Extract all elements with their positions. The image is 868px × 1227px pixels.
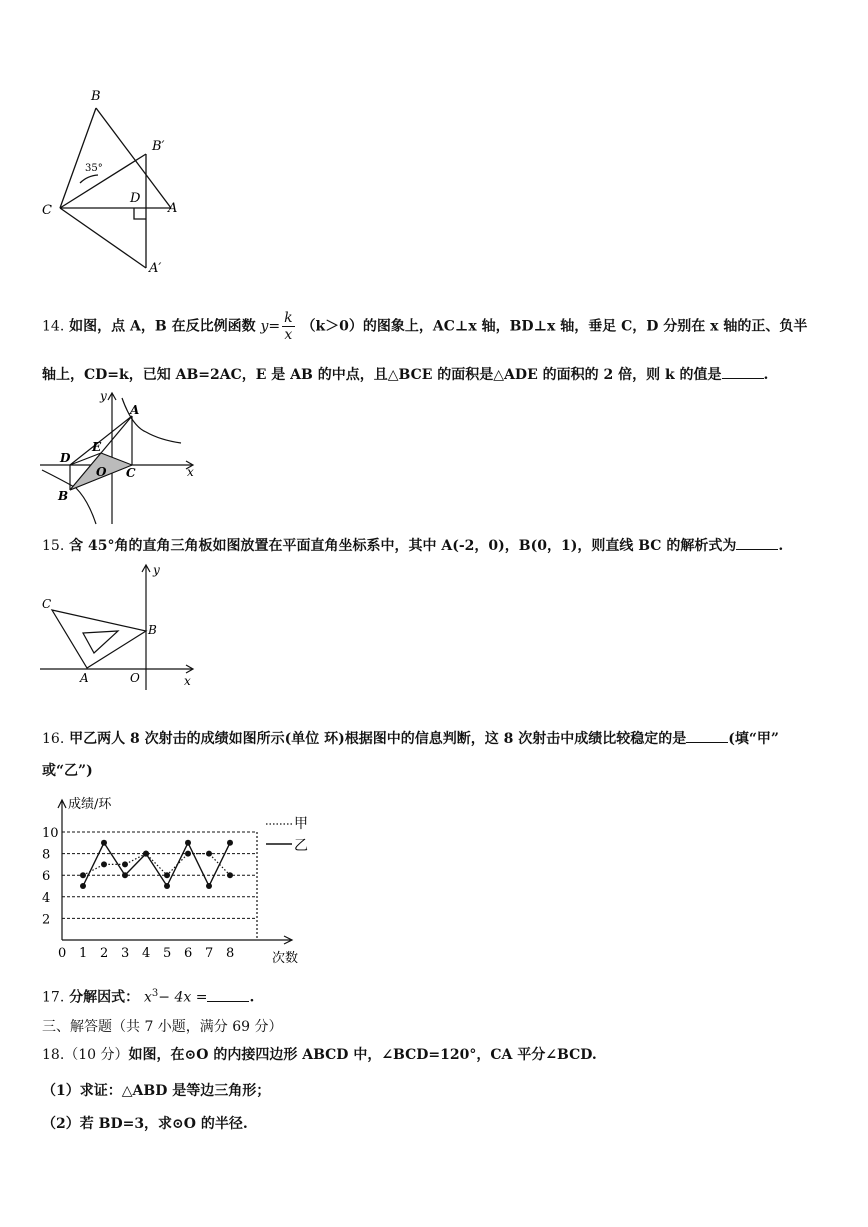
figure-14-hyperbola (36, 388, 206, 528)
fraction-numerator: k (284, 310, 293, 326)
x-tick-label: 1 (79, 946, 88, 961)
label-B: B (58, 489, 69, 503)
data-point-yi (227, 840, 233, 846)
question-17 (42, 984, 254, 1008)
legend-label-jia: 甲 (294, 816, 308, 832)
label-A: A (168, 201, 178, 216)
question-16-line-1 (42, 728, 779, 749)
question-text: 含 45°角的直角三角板如图放置在平面直角坐标系中，其中 A(-2，0)，B(0，1)，则直线 BC 的解析式为 (69, 538, 737, 554)
question-14-line-2 (42, 364, 768, 385)
label-O: O (96, 465, 107, 479)
x-tick-label: 3 (121, 946, 130, 961)
x-tick-label: 6 (184, 946, 193, 961)
label-C: C (42, 203, 52, 218)
question-end: . (249, 989, 255, 1006)
label-A-prime: A′ (149, 261, 162, 276)
expr-x: x (144, 989, 152, 1006)
data-point-yi (185, 840, 191, 846)
label-O: O (130, 671, 140, 685)
label-B-prime: B′ (152, 139, 165, 154)
question-15 (42, 535, 783, 556)
data-point-jia (206, 851, 212, 857)
label-A: A (130, 403, 140, 417)
answer-blank[interactable] (736, 535, 778, 550)
axis-x-label: x (184, 674, 191, 688)
label-A: A (80, 671, 89, 685)
label-C: C (42, 597, 52, 611)
fraction-denominator: x (284, 327, 293, 343)
question-text: 甲乙两人 8 次射击的成绩如图所示(单位 环)根据图中的信息判断，这 8 次射击中成绩比较稳定的是 (69, 731, 687, 747)
label-D: D (130, 191, 141, 206)
function-equals: = (268, 318, 281, 335)
answer-blank[interactable] (686, 728, 728, 743)
y-tick-label: 4 (42, 890, 51, 906)
expr-rest: − 4x = (158, 989, 208, 1006)
label-C: C (126, 466, 136, 480)
question-end: . (763, 367, 769, 383)
expr-exponent: 3 (151, 988, 159, 999)
x-tick-label: 7 (205, 946, 214, 961)
data-point-jia (122, 861, 128, 867)
question-number: 16. (42, 731, 65, 747)
x-tick-label: 2 (100, 946, 109, 961)
x-tick-label: 5 (163, 946, 172, 961)
answer-blank[interactable] (722, 364, 764, 379)
axis-y-label: y (100, 389, 107, 403)
angle-label: 35° (85, 163, 103, 174)
question-16-line-2 (42, 761, 93, 781)
data-point-yi (101, 840, 107, 846)
question-number: 14. (42, 318, 65, 335)
question-18 (42, 1045, 597, 1065)
answer-blank[interactable] (207, 987, 249, 1002)
question-text: 如图，在⊙O 的内接四边形 ABCD 中，∠BCD=120°，CA 平分∠BCD. (128, 1047, 597, 1063)
label-B: B (91, 89, 101, 104)
data-point-yi (164, 883, 170, 889)
data-point-yi (122, 872, 128, 878)
y-tick-label: 2 (42, 912, 51, 928)
question-text-end: (填“甲” (728, 731, 779, 747)
data-point-jia (185, 851, 191, 857)
y-axis-title: 成绩/环 (68, 797, 112, 812)
data-point-yi (206, 883, 212, 889)
x-axis-title: 次数 (272, 951, 299, 966)
y-tick-label: 6 (42, 869, 51, 885)
fraction-k-over-x (282, 310, 294, 343)
question-text: 轴上，CD=k，已知 AB=2AC，E 是 AB 的中点，且△BCE 的面积是△ADE 的面积的 2 倍，则 k 的值是 (42, 367, 722, 383)
axis-x-label: x (187, 465, 194, 479)
question-14-line-1 (42, 310, 807, 343)
y-tick-label: 10 (42, 826, 59, 841)
question-end: . (778, 538, 784, 554)
data-point-jia (164, 872, 170, 878)
label-E: E (92, 440, 102, 454)
question-18-part-2: （2）若 BD=3，求⊙O 的半径. (42, 1116, 248, 1132)
question-text-cont: （k＞0）的图象上，AC⊥x 轴，BD⊥x 轴，垂足 C，D 分别在 x 轴的正、负半 (301, 318, 808, 335)
question-text: 分解因式： (69, 989, 140, 1006)
question-number: 17. (42, 989, 65, 1006)
x-tick-label: 8 (226, 946, 235, 961)
data-point-jia (80, 872, 86, 878)
data-point-jia (101, 861, 107, 867)
question-number: 18. (42, 1047, 65, 1063)
data-point-jia (227, 872, 233, 878)
label-D: D (60, 451, 71, 465)
question-score: （10 分） (64, 1047, 129, 1063)
y-tick-label: 8 (42, 847, 51, 863)
question-text: 或“乙”) (42, 763, 93, 779)
section-title: 三、解答题（共 7 小题，满分 69 分） (42, 1019, 283, 1035)
data-point-yi (80, 883, 86, 889)
axis-y-label: y (153, 563, 160, 577)
question-18-part-1: （1）求证：△ABD 是等边三角形； (42, 1083, 271, 1099)
data-point-yi (143, 851, 149, 857)
legend-label-yi: 乙 (294, 838, 308, 854)
question-number: 15. (42, 538, 65, 554)
x-tick-label: 0 (58, 946, 67, 961)
label-B: B (148, 623, 157, 637)
x-tick-label: 4 (142, 946, 151, 961)
function-y: y (260, 318, 269, 335)
question-text: 如图，点 A，B 在反比例函数 (69, 318, 256, 335)
figure-13-triangles (36, 86, 196, 286)
score-line-chart (40, 792, 330, 967)
figure-15-set-square (36, 558, 206, 693)
